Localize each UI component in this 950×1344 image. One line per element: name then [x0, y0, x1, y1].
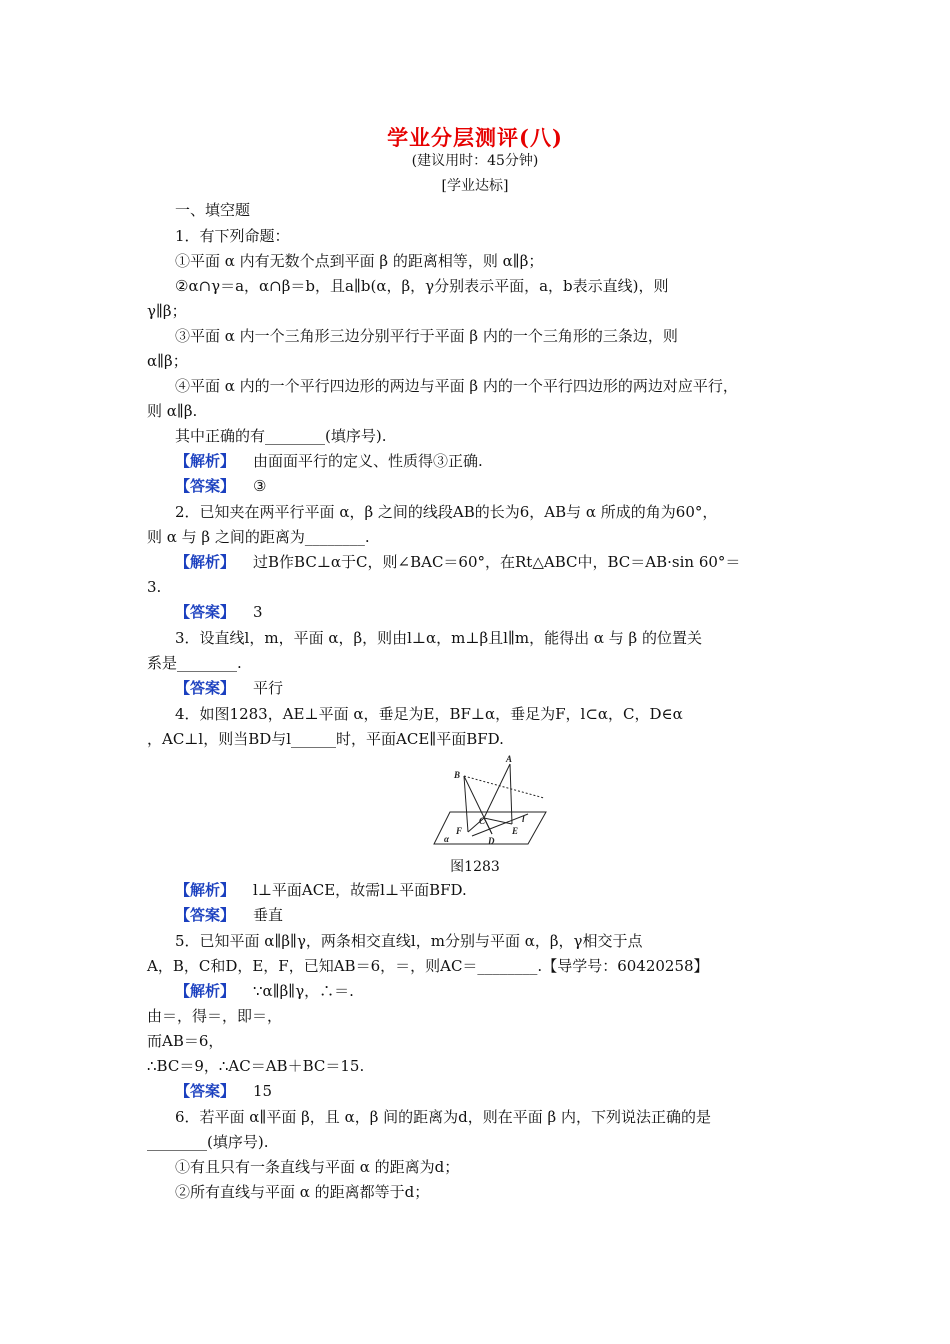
q4-analysis	[175, 880, 805, 900]
q1-opt4-cont: 则 α∥β.	[147, 402, 198, 420]
page-title: 学业分层测评(八)	[387, 125, 563, 150]
q6-opt1: ①有且只有一条直线与平面 α 的距离为d；	[175, 1158, 460, 1176]
answer-text: 垂直	[253, 906, 284, 924]
q2-answer	[175, 602, 805, 622]
answer-text: 平行	[253, 679, 284, 697]
q5-stem-cont: A，B，C和D，E，F，已知AB＝6，＝，则AC＝________.【导学号：60420258】	[147, 957, 709, 975]
q3-stem-cont: 系是________.	[147, 654, 242, 672]
q2-analysis-cont: 3.	[147, 578, 162, 596]
heading-fill-blank: 一、填空题	[175, 201, 251, 219]
q1-prompt: 其中正确的有________(填序号).	[175, 427, 387, 445]
analysis-tag: 【解析】	[175, 452, 236, 470]
q5-analysis	[175, 981, 805, 1001]
label-C: C	[479, 816, 486, 826]
q1-opt2-cont: γ∥β；	[147, 302, 187, 320]
q1-answer	[175, 476, 805, 496]
answer-tag: 【答案】	[175, 603, 236, 621]
analysis-tag: 【解析】	[175, 881, 236, 899]
label-alpha: α	[444, 834, 449, 844]
q6-stem: 6．若平面 α∥平面 β，且 α，β 间的距离为d，则在平面 β 内，下列说法正确的是	[175, 1108, 711, 1126]
q1-opt4: ④平面 α 内的一个平行四边形的两边与平面 β 内的一个平行四边形的两边对应平行，	[175, 377, 738, 395]
analysis-tag: 【解析】	[175, 982, 236, 1000]
figure-1283	[432, 752, 548, 852]
q3-stem: 3．设直线l，m，平面 α，β，则由l⊥α，m⊥β且l∥m，能得出 α 与 β 的位置关	[175, 629, 702, 647]
answer-text: ③	[253, 477, 267, 495]
label-A: A	[506, 754, 513, 764]
q5-analysis-line2: 由＝，得＝，即＝，	[147, 1007, 283, 1025]
answer-text: 3	[253, 603, 263, 621]
analysis-text: l⊥平面ACE，故需l⊥平面BFD.	[253, 881, 467, 899]
label-E: E	[512, 826, 519, 836]
q4-answer	[175, 905, 805, 925]
answer-tag: 【答案】	[175, 679, 236, 697]
q5-answer	[175, 1081, 805, 1101]
answer-tag: 【答案】	[175, 477, 236, 495]
answer-tag: 【答案】	[175, 906, 236, 924]
page-subtitle: (建议用时：45分钟)	[411, 153, 539, 169]
q4-stem: 4．如图1283，AE⊥平面 α，垂足为E，BF⊥α，垂足为F，l⊂α，C，D∈α	[175, 705, 683, 723]
analysis-text: 过B作BC⊥α于C，则∠BAC＝60°，在Rt△ABC中，BC＝AB·sin 60°＝	[253, 553, 741, 571]
segment-AC	[484, 764, 510, 818]
q1-opt3-cont: α∥β；	[147, 352, 188, 370]
label-B: B	[454, 770, 461, 780]
section-label: [学业达标]	[441, 178, 509, 194]
q5-analysis-line3: 而AB＝6，	[147, 1032, 224, 1050]
q1-opt3: ③平面 α 内一个三角形三边分别平行于平面 β 内的一个三角形的三条边，则	[175, 327, 678, 345]
q2-stem: 2．已知夹在两平行平面 α，β 之间的线段AB的长为6，AB与 α 所成的角为60°，	[175, 503, 718, 521]
q5-stem: 5．已知平面 α∥β∥γ，两条相交直线l，m分别与平面 α，β，γ相交于点	[175, 932, 643, 950]
q2-analysis	[175, 552, 805, 572]
figure-caption: 图1283	[450, 859, 500, 875]
answer-tag: 【答案】	[175, 1082, 236, 1100]
answer-text: 15	[253, 1082, 273, 1100]
q1-opt1: ①平面 α 内有无数个点到平面 β 的距离相等，则 α∥β；	[175, 252, 544, 270]
analysis-text: ∵α∥β∥γ，∴＝.	[253, 982, 354, 1000]
label-D: D	[488, 836, 495, 846]
label-l: l	[522, 814, 525, 824]
q4-stem-cont: ，AC⊥l，则当BD与l______时，平面ACE∥平面BFD.	[147, 730, 504, 748]
segment-AE	[510, 764, 512, 824]
q1-stem: 1．有下列命题：	[175, 227, 290, 245]
segment-BF	[464, 776, 468, 832]
q6-opt2: ②所有直线与平面 α 的距离都等于d；	[175, 1183, 430, 1201]
q3-answer	[175, 678, 805, 698]
q1-opt2: ②α∩γ＝a，α∩β＝b，且a∥b(α，β，γ分别表示平面，a，b表示直线)，则	[175, 277, 669, 295]
q1-analysis	[175, 451, 805, 471]
analysis-tag: 【解析】	[175, 553, 236, 571]
analysis-text: 由面面平行的定义、性质得③正确.	[253, 452, 483, 470]
label-F: F	[456, 826, 463, 836]
q5-analysis-line4: ∴BC＝9，∴AC＝AB＋BC＝15.	[147, 1057, 365, 1075]
q2-stem-cont: 则 α 与 β 之间的距离为________.	[147, 528, 370, 546]
q6-stem-cont: ________(填序号).	[147, 1133, 269, 1151]
